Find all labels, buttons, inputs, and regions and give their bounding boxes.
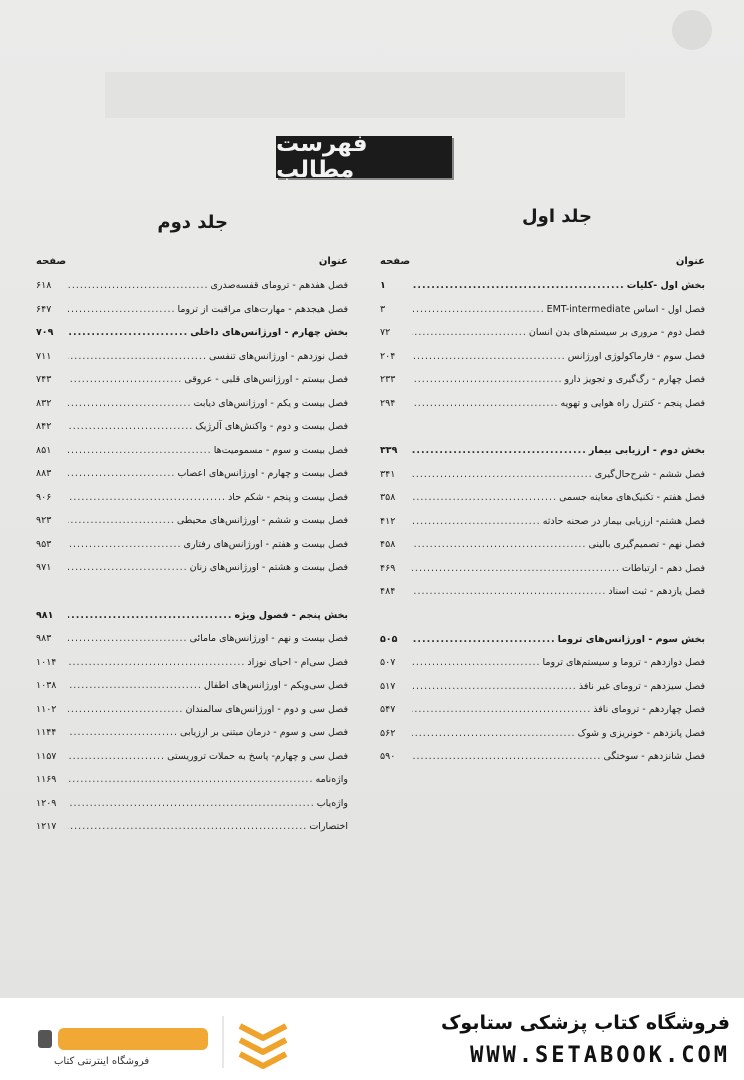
volume-1-toc <box>380 256 705 769</box>
toc-chapter-row <box>380 463 705 487</box>
toc-rows <box>380 274 705 769</box>
toc-entry-title: فصل اول - اساس EMT-intermediate <box>546 303 705 315</box>
toc-entry-title: فصل بیست و سوم - مسمومیت‌ها <box>213 444 348 456</box>
toc-entry-title: فصل بیست و هفتم - اورژانس‌های رفتاری <box>183 538 348 550</box>
toc-page-number: ۲۹۴ <box>380 397 396 409</box>
toc-leader-dots <box>412 274 625 298</box>
toc-page-number: ۹۲۳ <box>36 515 52 526</box>
toc-page-number: ۹۸۳ <box>36 633 52 644</box>
toc-page-number: ۱ <box>380 280 386 291</box>
toc-page-number: ۱۲۰۹ <box>36 797 57 809</box>
toc-chapter-row <box>36 768 348 792</box>
toc-entry-title: بخش سوم - اورژانس‌های تروما <box>557 633 705 645</box>
toc-chapter-row <box>36 721 348 745</box>
toc-chapter-row <box>36 698 348 722</box>
header-title: عنوان <box>318 256 348 267</box>
toc-page-number: ۱۰۳۸ <box>36 680 57 691</box>
toc-entry-title: فصل سیزدهم - ترومای غیر نافذ <box>578 680 705 692</box>
toc-entry-title: فصل بیستم - اورژانس‌های قلبی - عروقی <box>184 374 348 385</box>
toc-chapter-row <box>36 556 348 580</box>
toc-entry-title: فصل سی و سوم - درمان مبتنی بر ارزیابی <box>180 727 348 738</box>
toc-entry-title: فصل بیست و نهم - اورژانس‌های مامائی <box>189 633 348 644</box>
toc-leader-dots <box>68 368 182 392</box>
toc-chapter-row <box>380 580 705 604</box>
toc-page-number: ۶۱۸ <box>36 280 52 291</box>
toc-page-number: ۴۵۸ <box>380 539 396 550</box>
toc-chapter-row <box>36 674 348 698</box>
toc-section-row <box>380 439 705 463</box>
toc-chapter-row <box>36 745 348 769</box>
toc-entry-title: فصل سی و دوم - اورژانس‌های سالمندان <box>185 703 348 715</box>
toc-leader-dots <box>68 792 315 816</box>
toc-leader-dots <box>412 463 593 487</box>
toc-page-number: ۶۴۷ <box>36 303 52 315</box>
toc-entry-title: فصل دوازدهم - تروما و سیستم‌های تروما <box>542 657 705 668</box>
toc-leader-dots <box>68 439 212 463</box>
toc-leader-dots <box>412 345 566 369</box>
toc-page-number: ۳۳۹ <box>380 445 398 456</box>
toc-entry-title: فصل چهاردهم - ترومای نافذ <box>593 704 705 715</box>
toc-chapter-row <box>36 368 348 392</box>
toc-chapter-row <box>380 722 705 746</box>
store-footer <box>0 998 744 1080</box>
toc-header <box>36 256 348 274</box>
toc-leader-dots <box>412 298 545 322</box>
toc-entry-title: فصل سی و چهارم- پاسخ به حملات تروریستی <box>167 750 348 762</box>
toc-entry-title: فصل ششم - شرح‌حال‌گیری <box>594 468 705 480</box>
toc-page-number: ۸۸۳ <box>36 468 52 479</box>
toc-page-number: ۵۹۰ <box>380 751 396 762</box>
toc-page-number: ۲۳۳ <box>380 374 396 385</box>
section-gap <box>380 604 705 628</box>
toc-chapter-row <box>36 815 348 839</box>
volume-1-title: جلد اول <box>522 206 592 227</box>
toc-page-number: ۴۱۲ <box>380 515 396 527</box>
toc-entry-title: فصل سی‌ویکم - اورژانس‌های اطفال <box>203 680 348 691</box>
toc-leader-dots <box>412 439 587 463</box>
header-page: صفحه <box>380 256 411 267</box>
toc-page-number: ۱۰۱۴ <box>36 656 57 668</box>
toc-chapter-row <box>36 462 348 486</box>
toc-entry-title: فصل پانزدهم - خونریزی و شوک <box>577 727 705 739</box>
toc-chapter-row <box>380 557 705 581</box>
toc-page-number: ۷۰۹ <box>36 327 54 338</box>
toc-leader-dots <box>68 462 175 486</box>
toc-leader-dots <box>412 698 591 722</box>
toc-page-number: ۹۷۱ <box>36 562 52 573</box>
store-name: فروشگاه کتاب پزشکی ستابوک <box>440 1012 730 1034</box>
toc-chapter-row <box>380 675 705 699</box>
toc-leader-dots <box>412 510 541 534</box>
toc-page-number: ۸۴۲ <box>36 421 52 432</box>
section-gap <box>380 415 705 439</box>
toc-entry-title: فصل هفدهم - ترومای قفسه‌صدری <box>210 280 348 291</box>
page-title: فهرست مطالب <box>276 136 452 178</box>
toc-leader-dots <box>68 768 313 792</box>
toc-leader-dots <box>68 486 226 510</box>
toc-chapter-row <box>36 298 348 322</box>
toc-entry-title: فصل بیست و دوم - واکنش‌های آلرژیک <box>195 421 348 432</box>
toc-page-number: ۵۱۷ <box>380 680 396 692</box>
toc-leader-dots <box>412 628 556 652</box>
toc-header <box>380 256 705 274</box>
toc-entry-title: فصل هیجدهم - مهارت‌های مراقبت از تروما <box>177 303 348 315</box>
toc-entry-title: فصل یازدهم - ثبت اسناد <box>608 586 705 597</box>
toc-entry-title: واژه‌یاب <box>316 797 348 809</box>
toc-leader-dots <box>412 392 559 416</box>
toc-page-number: ۱۱۶۹ <box>36 774 57 785</box>
toc-leader-dots <box>68 604 232 628</box>
toc-entry-title: فصل چهارم - رگ‌گیری و تجویز دارو <box>564 374 705 385</box>
toc-chapter-row <box>36 792 348 816</box>
toc-page-number: ۸۳۲ <box>36 397 52 409</box>
toc-page-number: ۲۰۴ <box>380 350 396 362</box>
toc-entry-title: فصل بیست و یکم - اورژانس‌های دیابت <box>193 397 348 409</box>
toc-entry-title: فصل بیست و چهارم - اورژانس‌های اعصاب <box>177 468 348 479</box>
toc-leader-dots <box>68 533 182 557</box>
toc-page-number: ۴۸۴ <box>380 586 396 597</box>
toc-chapter-row <box>380 533 705 557</box>
toc-chapter-row <box>380 345 705 369</box>
toc-leader-dots <box>412 651 541 675</box>
header-page: صفحه <box>36 256 67 267</box>
toc-leader-dots <box>68 651 245 675</box>
toc-page-number: ۳۵۸ <box>380 492 396 503</box>
toc-page-number: ۹۰۶ <box>36 491 52 503</box>
toc-chapter-row <box>380 298 705 322</box>
toc-entry-title: فصل سوم - فارماکولوژی اورژانس <box>567 350 705 362</box>
toc-leader-dots <box>412 321 527 345</box>
toc-entry-title: فصل پنجم - کنترل راه هوایی و تهویه <box>560 397 705 409</box>
toc-leader-dots <box>412 533 586 557</box>
toc-leader-dots <box>412 675 577 699</box>
toc-page-number: ۱۱۴۴ <box>36 727 57 738</box>
toc-leader-dots <box>68 321 188 345</box>
bleed-through-band <box>105 72 625 118</box>
toc-chapter-row <box>36 486 348 510</box>
toc-page-number: ۵۴۷ <box>380 704 396 715</box>
toc-chapter-row <box>380 486 705 510</box>
toc-chapter-row <box>36 509 348 533</box>
toc-chapter-row <box>36 392 348 416</box>
toc-leader-dots <box>68 345 207 369</box>
toc-entry-title: فصل شانزدهم - سوختگی <box>603 751 705 762</box>
toc-leader-dots <box>68 392 191 416</box>
toc-leader-dots <box>68 415 193 439</box>
logo-tagline: فروشگاه اینترنتی کتاب <box>54 1056 150 1067</box>
toc-leader-dots <box>412 722 576 746</box>
toc-page-number: ۳۴۱ <box>380 468 396 480</box>
toc-chapter-row <box>36 345 348 369</box>
toc-leader-dots <box>412 745 601 769</box>
toc-entry-title: فصل دهم - ارتباطات <box>621 562 705 574</box>
toc-entry-title: بخش دوم - ارزیابی بیمار <box>588 445 705 456</box>
toc-section-row <box>36 604 348 628</box>
toc-page-number: ۹۸۱ <box>36 609 54 621</box>
toc-entry-title: بخش چهارم - اورژانس‌های داخلی <box>190 327 348 338</box>
toc-page-number: ۷۱۱ <box>36 350 52 362</box>
toc-chapter-row <box>36 274 348 298</box>
toc-chapter-row <box>380 745 705 769</box>
toc-chapter-row <box>36 651 348 675</box>
toc-chapter-row <box>380 321 705 345</box>
toc-entry-title: فصل بیست و پنجم - شکم حاد <box>228 491 348 503</box>
toc-rows <box>36 274 348 839</box>
toc-leader-dots <box>412 580 606 604</box>
toc-entry-title: فصل دوم - مروری بر سیستم‌های بدن انسان <box>528 327 705 338</box>
header-title: عنوان <box>675 256 705 267</box>
toc-leader-dots <box>412 368 563 392</box>
toc-page-number: ۵۶۲ <box>380 727 396 739</box>
toc-entry-title: فصل سی‌ام - احیای نوزاد <box>247 656 348 668</box>
volume-2-title: جلد دوم <box>157 212 228 233</box>
volume-2-toc <box>36 256 348 839</box>
toc-entry-title: فصل نوزدهم - اورژانس‌های تنفسی <box>208 350 348 362</box>
toc-page-number: ۸۵۱ <box>36 444 52 456</box>
toc-leader-dots <box>68 721 178 745</box>
setabook-logo <box>18 1010 298 1072</box>
toc-leader-dots <box>412 557 620 581</box>
toc-leader-dots <box>412 486 557 510</box>
toc-chapter-row <box>380 510 705 534</box>
toc-chapter-row <box>380 698 705 722</box>
toc-section-row <box>380 628 705 652</box>
toc-leader-dots <box>68 745 165 769</box>
toc-chapter-row <box>380 651 705 675</box>
toc-chapter-row <box>36 627 348 651</box>
toc-chapter-row <box>36 439 348 463</box>
toc-page-number: ۵۰۷ <box>380 657 396 668</box>
toc-page-number: ۴۶۹ <box>380 562 396 574</box>
store-url: WWW.SETABOOK.COM <box>470 1043 730 1068</box>
toc-page-number: ۷۲ <box>380 327 391 338</box>
toc-entry-title: فصل بیست و ششم - اورژانس‌های محیطی <box>176 515 348 526</box>
toc-page-number: ۳ <box>380 303 386 315</box>
toc-section-row <box>36 321 348 345</box>
toc-entry-title: فصل بیست و هشتم - اورژانس‌های زنان <box>189 562 348 573</box>
toc-chapter-row <box>36 415 348 439</box>
toc-page-number: ۱۱۰۲ <box>36 703 57 715</box>
toc-chapter-row <box>36 533 348 557</box>
toc-page-number: ۹۵۳ <box>36 538 52 550</box>
toc-page-number: ۱۲۱۷ <box>36 821 57 832</box>
toc-entry-title: بخش اول -کلیات <box>626 280 705 291</box>
toc-entry-title: فصل هفتم - تکنیک‌های معاینه جسمی <box>559 492 705 503</box>
toc-leader-dots <box>68 674 202 698</box>
toc-entry-title: واژه‌نامه <box>315 774 348 785</box>
toc-leader-dots <box>68 509 175 533</box>
bleed-through-mark <box>672 10 712 50</box>
toc-chapter-row <box>380 368 705 392</box>
toc-leader-dots <box>68 815 307 839</box>
toc-leader-dots <box>68 274 209 298</box>
toc-entry-title: فصل نهم - تصمیم‌گیری بالینی <box>588 539 705 550</box>
section-gap <box>36 580 348 604</box>
toc-entry-title: فصل هشتم- ارزیابی بیمار در صحنه حادثه <box>542 515 705 527</box>
toc-leader-dots <box>68 298 176 322</box>
toc-leader-dots <box>68 698 183 722</box>
toc-section-row <box>380 274 705 298</box>
toc-page-number: ۷۴۳ <box>36 374 52 385</box>
toc-chapter-row <box>380 392 705 416</box>
toc-page-number: ۱۱۵۷ <box>36 750 57 762</box>
toc-page-number: ۵۰۵ <box>380 633 398 645</box>
toc-entry-title: بخش پنجم - فصول ویژه <box>234 609 348 621</box>
toc-leader-dots <box>68 556 188 580</box>
toc-leader-dots <box>68 627 188 651</box>
toc-entry-title: اختصارات <box>309 821 348 832</box>
